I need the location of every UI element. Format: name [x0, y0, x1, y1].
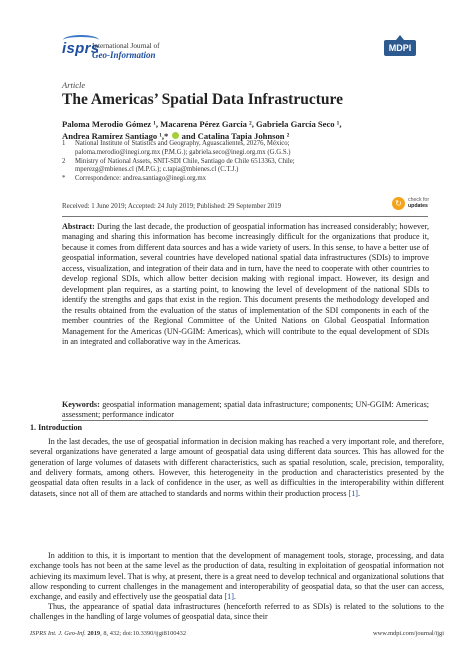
citation-link[interactable]: [1]: [224, 592, 234, 602]
article-dates: Received: 1 June 2019; Accepted: 24 July 2019; Published: 29 September 2019: [62, 203, 282, 210]
author-corresponding: Andrea Ramírez Santiago ¹,*: [62, 131, 169, 141]
affiliation-email-line: paloma.merodio@inegi.org.mx (P.M.G.); gabriela.seco@inegi.org.mx (G.G.S.): [75, 148, 291, 156]
affiliation-email-line: mperezg@mbienes.cl (M.P.G.); c.tapia@mbienes.cl (C.T.J.): [75, 166, 239, 174]
logo-text: isprs: [62, 40, 100, 57]
journal-url[interactable]: www.mdpi.com/journal/ijgi: [373, 630, 444, 637]
author-list: [62, 118, 422, 142]
check-for-updates-badge[interactable]: [392, 195, 442, 213]
paragraph: [30, 602, 444, 623]
mdpi-logo: MDPI: [384, 40, 416, 56]
citation-year: 2019: [87, 630, 101, 637]
affiliation-item: [62, 140, 432, 158]
footer-citation: [30, 630, 186, 637]
paragraph-text: In the last decades, the use of geospatial information in decision making has reached a very important role, and therefore, several organizations have generated a large amount of geospatial data using different data sources. This has allowed for the generation of large volumes of datasets with different characteristics, such as spatial resolution, scale, precision, temporality, and delivery formats, among others. However, this heterogeneity in the production and characteristics presented by the geospatial data often results in a lack of confidence in the user, as well as difficulties in the interoperability within different datasets, since not all of them are attached to standards and norms within their production process: [30, 437, 444, 498]
section-heading: 1. Introduction: [30, 423, 83, 432]
journal-name: [92, 42, 159, 60]
paragraph: In the last decades, the use of geospatial information in decision making has reached a very important role, and therefore, several organizations have generated a large amount of geospatial data using different data sources. This has allowed for the generation of large volumes of datasets with different characteristics, such as spatial resolution, scale, precision, temporality, and delivery formats, among others. However, this heterogeneity in the production and characteristics presented by the geospatial data often results in a lack of confidence in the user, as well as difficulties in the interoperability within different datasets, since not all of them are attached to standards and norms within their production process [1].: [30, 437, 444, 498]
journal-name-line1: International Journal of: [92, 42, 160, 50]
citation-link[interactable]: [1]: [348, 488, 358, 498]
affiliation-number: *: [62, 175, 66, 183]
update-icon: ↻: [392, 197, 405, 210]
affiliation-number: 1: [62, 140, 66, 147]
divider: [62, 420, 428, 421]
citation-rest: , 8, 432; doi:10.3390/ijgi8100432: [100, 630, 187, 637]
article-title: The Americas’ Spatial Data Infrastructure: [62, 91, 343, 108]
orcid-icon[interactable]: [172, 132, 179, 139]
affiliation-line: National Institute of Statistics and Geography, Aguascalientes, 20276, México;: [75, 140, 290, 147]
abstract-label: Abstract:: [62, 222, 95, 231]
correspondence-line: Correspondence: andrea.santiago@inegi.org.mx: [75, 175, 207, 183]
abstract-text: During the last decade, the production of geospatial information has increased considerably; however, managing and sharing this information has become increasingly difficult for the organizations that produce it, because it comes from different data sources and has a wide variety of users. In this sense, to have a better use of geospatial information, several countries have developed national spatial data infrastructures (SDIs) to improve access, visualization, and integration of their data and in turn, have the need to cooperate with other countries to develop regional SDIs, which allow better decision making with regional impact. However, its design and development plan requires, as a starting point, to knowing the level of development of the national SDIs to identify the strengths and gaps that exist in the region. This document presents the methodology developed and the results obtained from the evaluation of the status of implementation of the SDI components in each of the member countries of the Regional Committee of the United Nations on Global Geospatial Information Management for the Americas (UN-GGIM: Americas), which will contribute to the equal development of SDIs in an integrated and collaborative way in the Americas.: [62, 222, 429, 346]
updates-line2: updates: [408, 203, 428, 209]
abstract: [62, 222, 429, 347]
paragraph: In addition to this, it is important to mention that the development of management tools, storage, processing, and data exchange tools has not been at the same level as the production of data, resulting in exploitation of geospatial information not achieving its maximum level. That is why, at present, there is a great need to develop technical and organizational solutions that allow responding to current challenges in the management and interoperability of geospatial data, so that the user can access, exchange, and easily and effectively use the geospatial data [1].: [30, 551, 444, 602]
affiliation-item: [62, 158, 432, 176]
authors-line1: Paloma Merodio Gómez ¹, Macarena Pérez García ², Gabriela García Seco ¹,: [62, 119, 342, 129]
paragraph-text: In addition to this, it is important to mention that the development of management tools, storage, processing, and data exchange tools has not been at the same level as the production of data, resulting in exploitation of geospatial information not achieving its maximum level. That is why, at present, there is a great need to develop technical and organizational solutions that allow responding to current challenges in the management and interoperability of geospatial data, so that the user can access, exchange, and easily and effectively use the geospatial data: [30, 551, 444, 602]
journal-abbrev: ISPRS Int. J. Geo-Inf.: [30, 630, 86, 637]
correspondence-item: [62, 175, 432, 184]
paragraph-text: Thus, the appearance of spatial data infrastructures (henceforth referred to as SDIs) is related to the solutions to the challenges in the handling of large volumes of geospatial data, since their: [30, 602, 444, 622]
keywords-label: Keywords:: [62, 400, 100, 409]
keywords: [62, 400, 429, 421]
affiliations: [62, 140, 432, 184]
updates-line1: check for: [408, 197, 430, 203]
affiliation-line: Ministry of National Assets, SNIT-SDI Chile, Santiago de Chile 6513363, Chile;: [75, 157, 295, 165]
keywords-text: geospatial information management; spatial data infrastructure; components; UN-GGIM: Americas; assessment; performance indicator: [62, 400, 429, 420]
author-last: and Catalina Tapia Johnson ²: [181, 131, 290, 141]
divider: [62, 216, 428, 217]
article-type: Article: [62, 80, 86, 90]
affiliation-number: 2: [62, 157, 66, 165]
journal-name-line2: Geo-Information: [92, 50, 156, 60]
